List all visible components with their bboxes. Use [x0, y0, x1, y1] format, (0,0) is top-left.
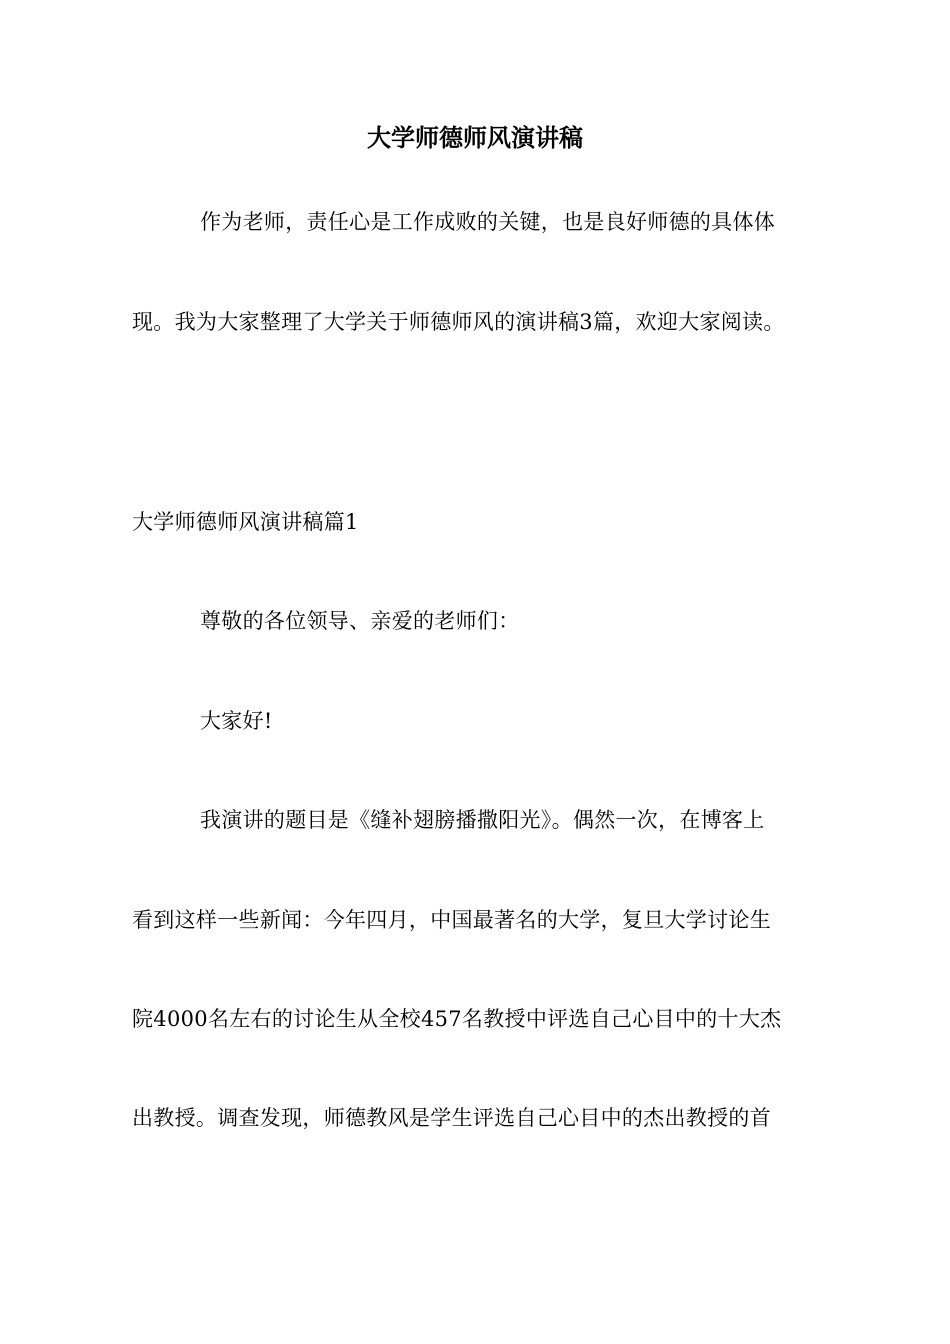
paragraph-line: 看到这样一些新闻：今年四月，中国最著名的大学，复旦大学讨论生	[132, 908, 771, 932]
section-heading: 大学师德师风演讲稿篇1	[132, 510, 359, 534]
paragraph-line: 作为老师，责任心是工作成败的关键，也是良好师德的具体体	[200, 210, 776, 234]
paragraph-line: 我演讲的题目是《缝补翅膀播撒阳光》。偶然一次，在博客上	[200, 808, 765, 832]
greeting-line: 大家好!	[200, 709, 273, 733]
document-title: 大学师德师风演讲稿	[367, 124, 583, 152]
salutation-line: 尊敬的各位领导、亲爱的老师们：	[200, 609, 520, 633]
paragraph-line: 出教授。调查发现，师德教风是学生评选自己心目中的杰出教授的首	[132, 1106, 771, 1130]
paragraph-line: 院4000名左右的讨论生从全校457名教授中评选自己心目中的十大杰	[132, 1007, 782, 1031]
paragraph-line: 现。我为大家整理了大学关于师德师风的演讲稿3篇，欢迎大家阅读。	[132, 310, 785, 334]
